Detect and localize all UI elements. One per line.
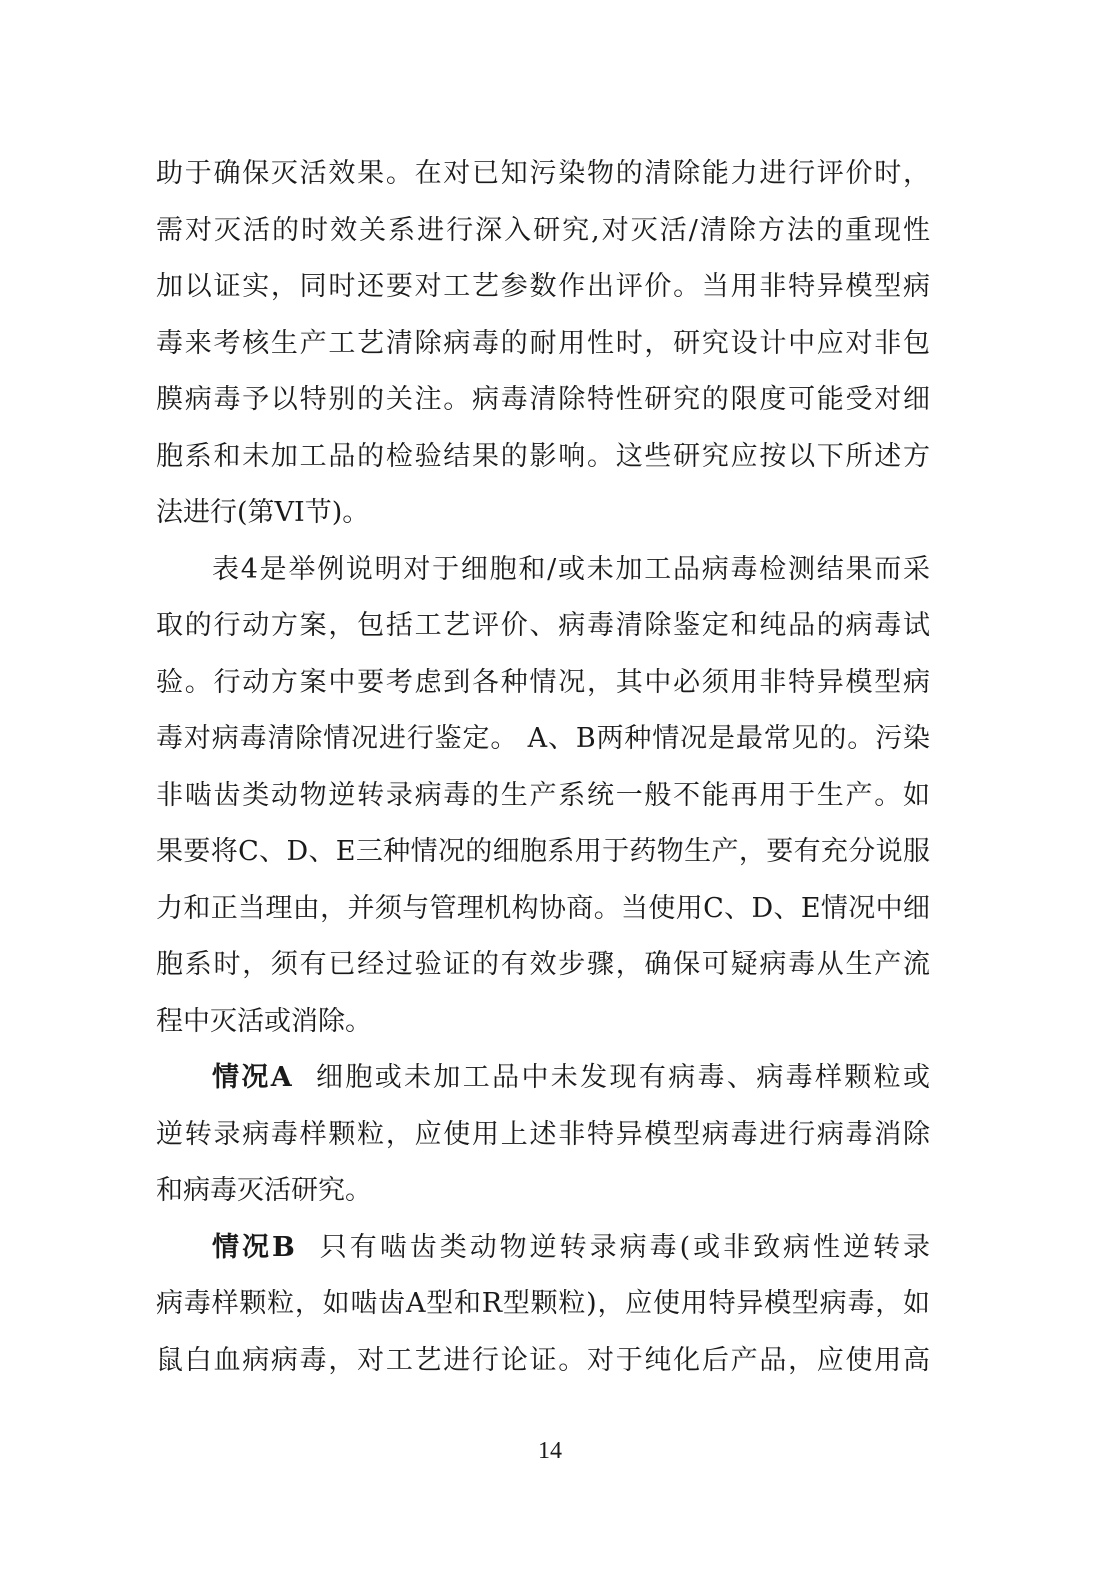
- text-line: 取的行动方案，包括工艺评价、病毒清除鉴定和纯品的病毒试: [156, 610, 930, 641]
- text-line: 加以证实，同时还要对工艺参数作出评价。当用非特异模型病: [156, 271, 930, 302]
- body-text: [156, 146, 930, 1389]
- paragraph-1: [156, 146, 930, 542]
- text-line: 果要将C、D、E三种情况的细胞系用于药物生产，要有充分说服: [156, 836, 930, 867]
- text-line: 逆转录病毒样颗粒，应使用上述非特异模型病毒进行病毒消除: [156, 1118, 930, 1150]
- text-line: 病毒样颗粒，如啮齿A型和R型颗粒)，应使用特异模型病毒，如: [156, 1288, 930, 1319]
- case-b-text: 只有啮齿类动物逆转录病毒(或非致病性逆转录: [316, 1231, 930, 1263]
- text-line: 毒来考核生产工艺清除病毒的耐用性时，研究设计中应对非包: [156, 327, 930, 359]
- case-a-heading: 情况A: [212, 1062, 292, 1093]
- text-line: 毒对病毒清除情况进行鉴定。 A、B两种情况是最常见的。污染: [156, 723, 930, 754]
- text-line: [156, 1050, 930, 1107]
- text-line: 需对灭活的时效关系进行深入研究,对灭活/清除方法的重现性: [156, 214, 930, 246]
- case-a-text: 细胞或未加工品中未发现有病毒、病毒样颗粒或: [313, 1062, 930, 1093]
- text-line: 鼠白血病病毒，对工艺进行论证。对于纯化后产品，应使用高: [156, 1344, 930, 1376]
- text-line: 程中灭活或消除。: [156, 1005, 372, 1037]
- text-line: 胞系时，须有已经过验证的有效步骤，确保可疑病毒从生产流: [156, 949, 930, 980]
- text-line: 非啮齿类动物逆转录病毒的生产系统一般不能再用于生产。如: [156, 779, 930, 811]
- paragraph-case-a: [156, 1050, 930, 1220]
- text-line: 力和正当理由，并须与管理机构协商。当使用C、D、E情况中细: [156, 892, 930, 924]
- paragraph-2: [156, 542, 930, 1051]
- page-number: 14: [538, 1438, 562, 1464]
- text-line: 表4是举例说明对于细胞和/或未加工品病毒检测结果而采: [212, 553, 930, 585]
- text-line: 和病毒灭活研究。: [156, 1175, 372, 1206]
- paragraph-case-b: [156, 1220, 930, 1390]
- text-line: 法进行(第VI节)。: [156, 497, 370, 528]
- case-b-heading: 情况B: [212, 1231, 295, 1263]
- text-line: 膜病毒予以特别的关注。病毒清除特性研究的限度可能受对细: [156, 384, 930, 415]
- text-line: 助于确保灭活效果。在对已知污染物的清除能力进行评价时，: [156, 158, 930, 189]
- text-line: 胞系和未加工品的检验结果的影响。这些研究应按以下所述方: [156, 440, 930, 472]
- text-line: 验。行动方案中要考虑到各种情况，其中必须用非特异模型病: [156, 666, 930, 698]
- text-line: [156, 1220, 930, 1277]
